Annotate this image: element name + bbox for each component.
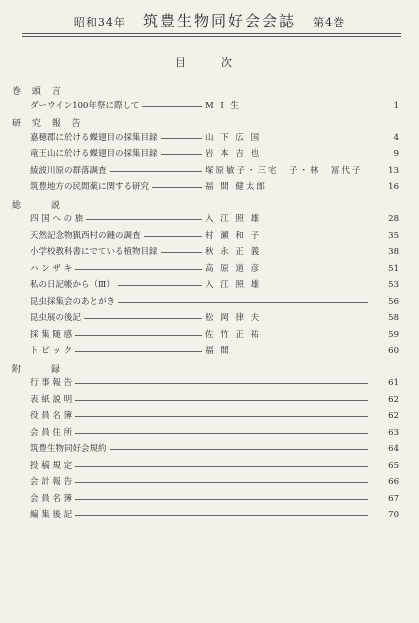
toc-entry	[0, 376, 419, 390]
leader-line	[152, 187, 202, 188]
entry-page: 28	[388, 214, 399, 224]
entry-page: 62	[388, 411, 399, 421]
leader-line	[75, 269, 202, 270]
toc-entry	[0, 164, 419, 178]
toc-entry	[0, 475, 419, 489]
entry-page: 60	[388, 346, 399, 356]
entry-title: 編 集 後 記	[30, 510, 73, 520]
entry-page: 59	[388, 329, 399, 340]
entry-title: 筑豊生物同好会規約	[30, 444, 107, 454]
entry-title: ダーウイン100年祭に際して	[30, 100, 140, 111]
entry-page: 63	[388, 427, 399, 438]
entry-page: 4	[393, 132, 399, 143]
entry-title: 天然記念物猟西村の鍾の調査	[30, 230, 141, 241]
leader-line	[142, 106, 202, 107]
toc-entry	[0, 344, 419, 358]
toc-entry	[0, 295, 419, 309]
toc-entry	[0, 492, 419, 506]
entry-page: 51	[388, 263, 399, 274]
toc-entry	[0, 426, 419, 440]
leader-line	[110, 449, 368, 450]
leader-line	[75, 351, 202, 352]
leader-line	[75, 515, 368, 516]
toc-entry	[0, 262, 419, 276]
entry-page: 13	[388, 165, 399, 176]
entry-author: 福 間 健太郎	[205, 182, 267, 192]
leader-line	[86, 219, 202, 220]
leader-line	[75, 400, 368, 401]
entry-title: 昆虫展の後記	[30, 313, 82, 323]
entry-page: 16	[388, 182, 399, 192]
leader-line	[75, 433, 368, 434]
entry-page: 62	[388, 394, 399, 405]
entry-title: 会 員 名 簿	[30, 493, 73, 504]
entry-author: M I 生	[205, 100, 241, 111]
leader-line	[75, 335, 202, 336]
entry-title: 竜王山に於ける蝶翅目の採集目録	[30, 149, 158, 159]
header-rule-top	[22, 33, 401, 34]
leader-line	[75, 499, 368, 500]
entry-author: 松 岡 律 夫	[205, 313, 262, 323]
entry-title: 昆虫採集会のあとがき	[30, 296, 116, 307]
leader-line	[84, 318, 202, 319]
toc-entry	[0, 409, 419, 423]
toc-entry	[0, 131, 419, 145]
toc-entry	[0, 311, 419, 325]
entry-title: 会 員 住 所	[30, 427, 73, 438]
leader-line	[161, 138, 202, 139]
entry-title: 行 事 報 告	[30, 378, 73, 388]
entry-title: 会 計 報 告	[30, 477, 73, 487]
header-volume: 第4巻	[313, 16, 346, 29]
section-heading	[0, 363, 419, 377]
leader-line	[161, 154, 202, 155]
entry-title: 小学校教科書にでている植物目録	[30, 247, 158, 257]
entry-author: 入 江 照 雄	[205, 280, 262, 290]
toc-entry	[0, 99, 419, 113]
toc-entry	[0, 442, 419, 456]
entry-title: 四 国 へ の 旅	[30, 214, 84, 224]
entry-title: 役 員 名 簿	[30, 411, 73, 421]
entry-page: 65	[388, 460, 399, 471]
leader-line	[75, 416, 368, 417]
entry-title: 筑豊地方の民間薬に関する研究	[30, 182, 150, 192]
leader-line	[75, 466, 368, 467]
section-label: 総 説	[12, 200, 65, 211]
entry-page: 35	[388, 230, 399, 241]
entry-page: 9	[393, 149, 399, 159]
section-label: 巻 頭 言	[12, 87, 65, 97]
toc-entry	[0, 212, 419, 226]
entry-author: 岩 本 吉 也	[205, 149, 262, 159]
toc-entry	[0, 328, 419, 342]
section-heading	[0, 199, 419, 213]
toc-entry	[0, 147, 419, 161]
toc-entry	[0, 278, 419, 292]
entry-title: 投 稿 規 定	[30, 460, 73, 471]
header-era: 昭和34年	[73, 16, 126, 29]
entry-author: 福 間	[205, 346, 231, 356]
leader-line	[75, 482, 368, 483]
entry-page: 70	[388, 510, 399, 520]
entry-title: 私の日記帳から（Ⅲ）	[30, 280, 115, 290]
entry-title: 採 集 随 感	[30, 329, 73, 340]
entry-author: 高 原 道 彦	[205, 263, 262, 274]
entry-author: 村 瀬 和 子	[205, 230, 262, 241]
toc-entry	[0, 508, 419, 522]
entry-title: 表 紙 説 明	[30, 394, 73, 405]
journal-title: 筑豊生物同好会会誌	[142, 12, 296, 30]
section-heading	[0, 117, 419, 131]
entry-page: 61	[388, 378, 399, 388]
leader-line	[144, 236, 202, 237]
entry-title: 綾波川原の群落調査	[30, 165, 107, 176]
entry-author: 入 江 照 雄	[205, 214, 262, 224]
entry-page: 58	[388, 313, 399, 323]
leader-line	[118, 302, 368, 303]
toc-entry	[0, 229, 419, 243]
entry-page: 53	[388, 280, 399, 290]
entry-author: 佐 竹 正 祐	[205, 329, 262, 340]
entry-page: 1	[393, 100, 399, 111]
entry-title: ト ピ ッ ク	[30, 346, 73, 356]
toc-title: 目 次	[175, 56, 244, 69]
toc-entry	[0, 393, 419, 407]
entry-author: 塚原敏子・三宅 子・林 冨代子	[205, 165, 363, 176]
entry-title: 嘉穂郡に於ける蝶翅目の採集目録	[30, 132, 158, 143]
entry-author: 山 下 広 国	[205, 132, 262, 143]
leader-line	[110, 171, 202, 172]
section-label: 附 録	[12, 364, 65, 375]
leader-line	[118, 285, 202, 286]
toc-entry	[0, 245, 419, 259]
section-heading	[0, 85, 419, 99]
section-label: 研 究 報 告	[12, 119, 85, 129]
journal-header	[0, 10, 419, 31]
entry-page: 67	[388, 493, 399, 504]
entry-page: 64	[388, 444, 399, 454]
toc-entry	[0, 180, 419, 194]
entry-page: 56	[388, 296, 399, 307]
header-rule-bottom	[22, 36, 401, 37]
entry-title: ハ ン ザ キ	[30, 263, 73, 274]
leader-line	[75, 383, 368, 384]
entry-page: 38	[388, 247, 399, 257]
entry-page: 66	[388, 477, 399, 487]
entry-author: 秋 永 正 義	[205, 247, 262, 257]
leader-line	[161, 252, 202, 253]
toc-entry	[0, 459, 419, 473]
